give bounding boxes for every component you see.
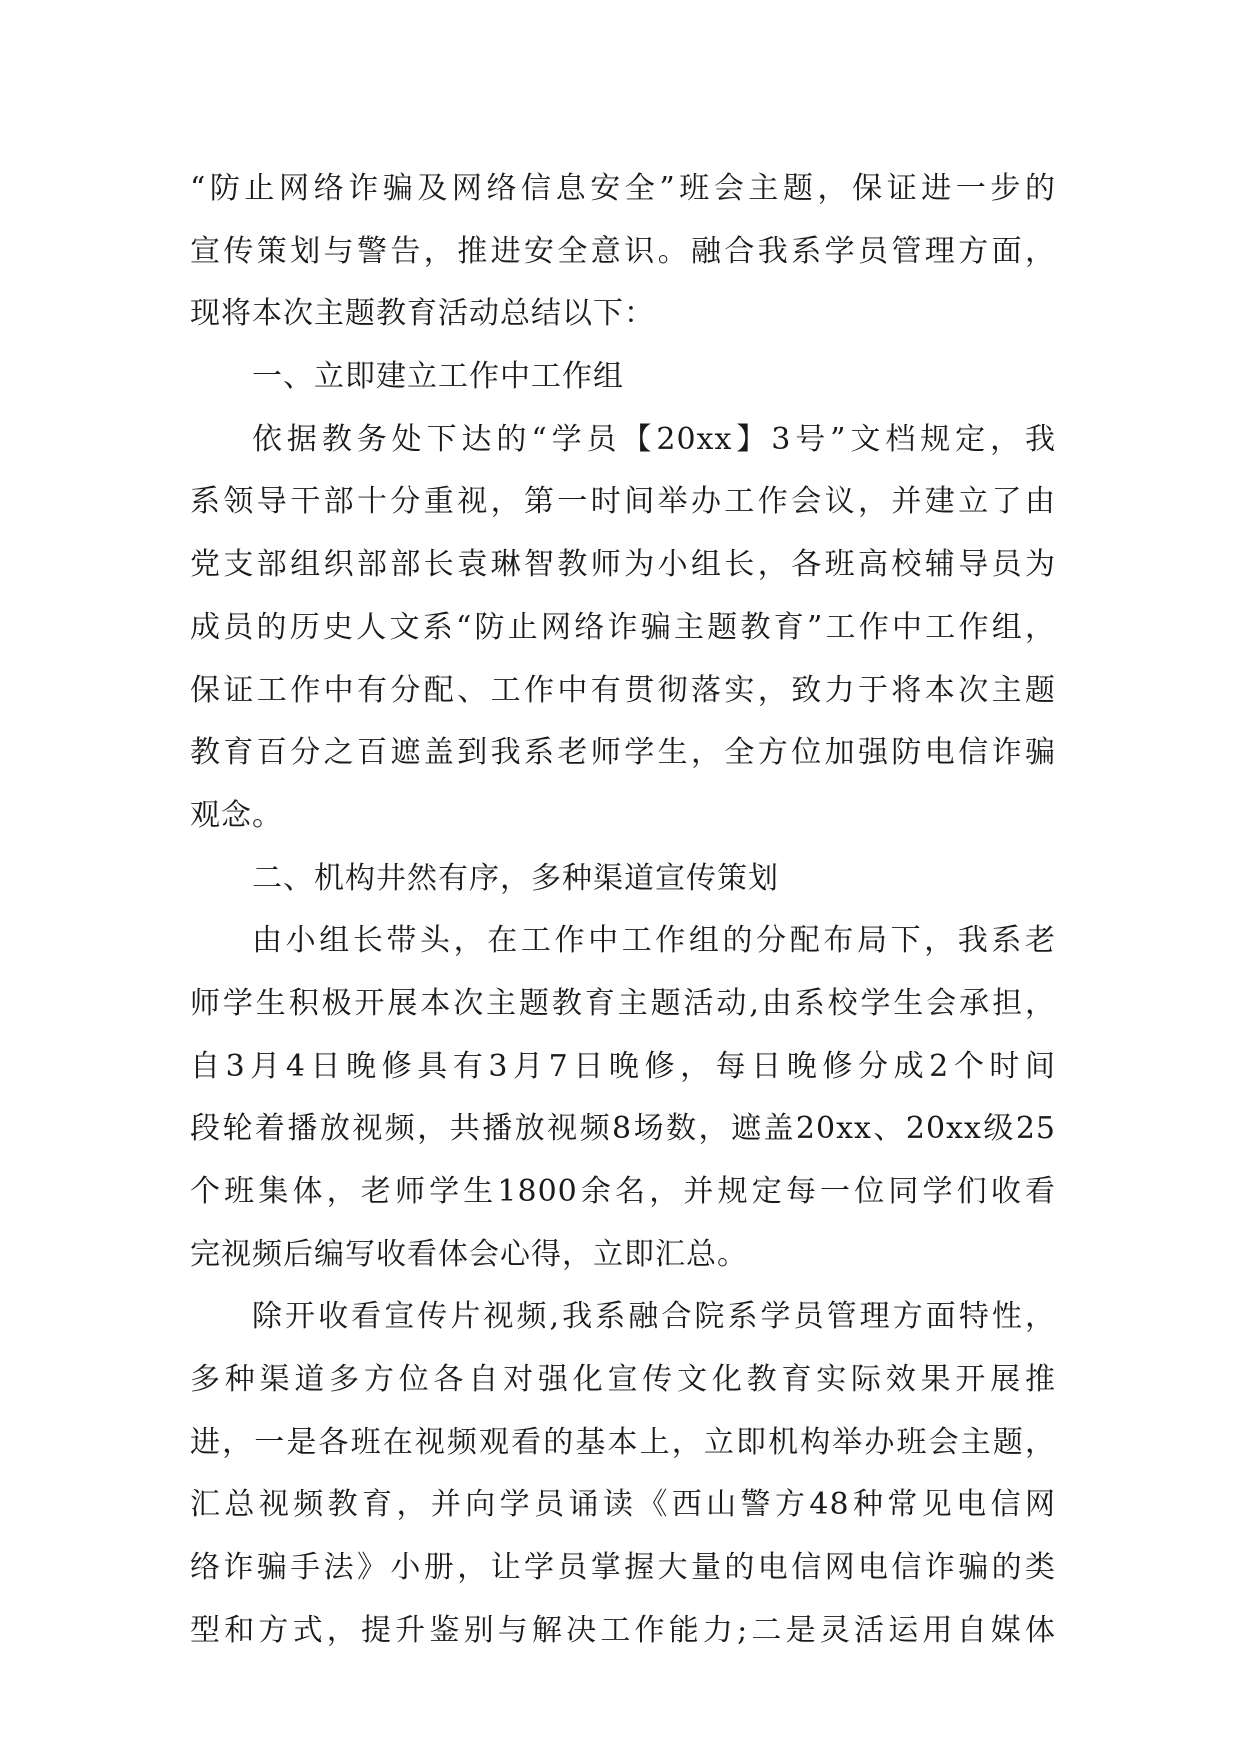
section-heading: 二、机构井然有序，多种渠道宣传策划 (252, 860, 779, 896)
text-line: 段轮着播放视频，共播放视频8场数，遮盖20xx、20xx级25 (190, 1111, 1056, 1147)
text-line: 成员的历史人文系“防止网络诈骗主题教育”工作中工作组， (190, 609, 1056, 645)
section-heading: 一、立即建立工作中工作组 (252, 359, 624, 395)
text-line: 自3月4日晚修具有3月7日晚修，每日晚修分成2个时间 (190, 1048, 1056, 1084)
text-line: 观念。 (190, 797, 283, 833)
text-line: “防止网络诈骗及网络信息安全”班会主题，保证进一步的 (190, 171, 1056, 206)
text-line: 依据教务处下达的“学员【20xx】3号”文档规定，我 (252, 421, 1056, 457)
text-line: 型和方式，提升鉴别与解决工作能力;二是灵活运用自媒体 (190, 1612, 1056, 1648)
text-line: 多种渠道多方位各自对强化宣传文化教育实际效果开展推 (190, 1362, 1056, 1398)
text-line: 个班集体，老师学生1800余名，并规定每一位同学们收看 (190, 1174, 1056, 1209)
document-body (190, 158, 1056, 1663)
text-line: 由小组长带头，在工作中工作组的分配布局下，我系老 (252, 923, 1056, 959)
text-line: 师学生积极开展本次主题教育主题活动,由系校学生会承担， (190, 985, 1056, 1021)
text-line: 除开收看宣传片视频,我系融合院系学员管理方面特性， (252, 1299, 1056, 1335)
text-line: 宣传策划与警告，推进安全意识。融合我系学员管理方面， (190, 233, 1056, 269)
text-line: 完视频后编写收看体会心得，立即汇总。 (190, 1236, 748, 1272)
text-line: 现将本次主题教育活动总结以下： (190, 296, 655, 332)
text-line: 党支部组织部部长袁琳智教师为小组长，各班高校辅导员为 (190, 547, 1056, 583)
text-line: 汇总视频教育，并向学员诵读《西山警方48种常见电信网 (190, 1487, 1056, 1523)
text-line: 教育百分之百遮盖到我系老师学生，全方位加强防电信诈骗 (190, 735, 1056, 771)
text-line: 系领导干部十分重视，第一时间举办工作会议，并建立了由 (190, 484, 1056, 520)
text-line: 络诈骗手法》小册，让学员掌握大量的电信网电信诈骗的类 (190, 1550, 1056, 1586)
text-line: 保证工作中有分配、工作中有贯彻落实，致力于将本次主题 (190, 672, 1056, 708)
text-line: 进，一是各班在视频观看的基本上，立即机构举办班会主题， (190, 1424, 1056, 1460)
